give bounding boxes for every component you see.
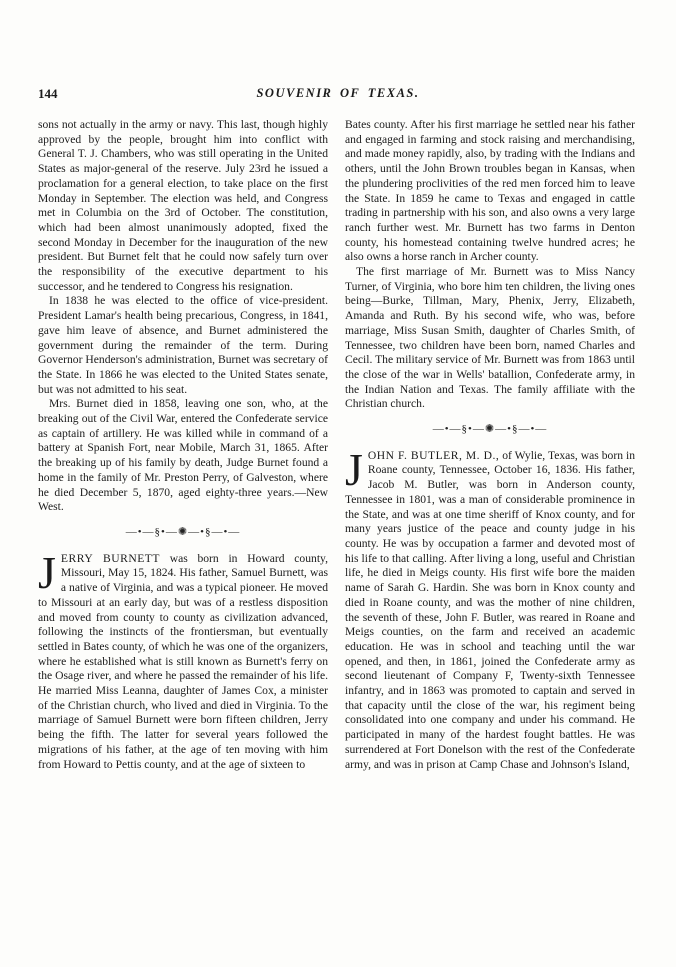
paragraph: In 1838 he was elected to the office of vice-president. President Lamar's health being precarious, Congress, in 1841, gave him leave of absence, and Burnet administered the government during the remainder of the term. During Governor Henderson's administration, Burnet was secretary of the State. In 1866 he was elected to the United States senate, but was not admitted to his seat.	[38, 294, 328, 396]
biography-burnett	[38, 546, 328, 773]
paragraph: The first marriage of Mr. Burnett was to Miss Nancy Turner, of Virginia, who bore him ten children, the living ones being—Burke, Tillman, Mary, Phenix, Jerry, Elizabeth, Amanda and Ruth. By his second wife, who was, before marriage, Miss Susan Smith, daughter of Charles Smith, of Tennessee, two children have been born, named Charles and Cecil. The military service of Mr. Burnett was from 1863 until the close of the war in Wells' batallion, Confederate army, in the Indian Nation and Texas. The family affiliate with the Christian church.	[345, 265, 635, 411]
paragraph: sons not actually in the army or navy. This last, though highly approved by the people, brought him into conflict with General T. J. Chambers, who was still operating in the United States as major-general of the reserve. July 23rd he issued a proclamation for a general election, to take place on the first Monday in September. The election was held, and Congress met in Columbia on the 3rd of October. The constitution, which had been almost unanimously adopted, fixed the second Monday in December for the inauguration of the new president. But Burnet felt that he could now safely turn over the responsibility of the executive department to his successor, and he tendered to Congress his resignation.	[38, 118, 328, 293]
paragraph: Mrs. Burnet died in 1858, leaving one son, who, at the breaking out of the Civil War, entered the Confederate service as captain of artillery. He was killed while in command of a battery at Spanish Fort, near Mobile, March 31, 1865. After the breaking up of his family by death, Judge Burnet found a home in the family of Mr. Preston Perry, of Galveston, where he died December 5, 1870, aged eighty-three years.—New West.	[38, 397, 328, 514]
bio-name: ERRY BURNETT	[60, 551, 160, 565]
section-ornament: —•—§•—✺—•§—•—	[432, 423, 548, 436]
page-number: 144	[38, 86, 58, 101]
biography-butler	[345, 443, 635, 772]
right-column	[345, 118, 635, 772]
section-ornament: —•—§•—✺—•§—•—	[125, 525, 241, 538]
left-column	[38, 118, 328, 772]
drop-cap: J	[345, 443, 363, 495]
drop-cap: J	[38, 546, 56, 598]
paragraph: Bates county. After his first marriage he settled near his father and engaged in farming and stock raising and merchandising, and made money rapidly, also, by trading with the Indians and others, until the John Brown troubles began in Kansas, when the plundering proclivities of the red men forced him to leave the State. In 1859 he came to Texas and engaged in cattle trading in partnership with his son, and also owns a very large ranch further west. Mr. Burnett has two farms in Denton county, his homestead containing twelve hundred acres; he also owns a horse ranch in Archer county.	[345, 118, 635, 264]
running-head: SOUVENIR OF TEXAS.	[256, 86, 420, 100]
bio-text: of Wylie, Texas, was born in Roane county, Tennessee, October 16, 1836. His father, Jacob M. Butler, was born in Anderson county, Tennessee in 1801, was a man of considerable prominence in the State, and was at one time sheriff of Knox county, and for many years justice of the peace and county judge in his county. He was by occupation a farmer and devoted most of his life to that calling. After living a long, useful and Christian life, he died in Meigs county. His first wife bore the maiden name of Sarah G. Hardin. She was born in Knox county and died in Roane county, and was the mother of nine children, the seventh of these, John F. Butler, was reared in Roane and Meigs counties, on the farm and received an academic education. He was in school and teaching until the war opened, and then, in 1861, joined the Confederate army as second lieutenant of Company F, Twenty-sixth Tennessee infantry, and in 1863 was promoted to captain and served in that capacity until the close of the war, his regiment being consolidated into one company and under his command. He participated in many of the hardest fought battles. He was surrendered at Fort Donelson with the rest of the Confederate army, and was in prison at Camp Chase and Johnson's Island,	[345, 448, 635, 771]
bio-text: was born in Howard county, Missouri, May 15, 1824. His father, Samuel Burnett, was a native of Virginia, and was a typical pioneer. He moved to Missouri at an early day, but was of a restless disposition and moved from county to county as civilization advanced, following the instincts of the frontiersman, but eventually settled in Bates county, of which he was one of the organizers, where he established what is still known as Burnett's ferry on the Osage river, and where he passed the remainder of his life. He married Miss Leanna, daughter of James Cox, a minister of the Christian church, who lived and died in Virginia. To the marriage of Samuel Burnett were born fifteen children, Jerry being the fifth. The latter for several years followed the migrations of his father, at the age of ten moving with him from Howard to Pettis county, and at the age of sixteen to	[38, 551, 328, 771]
bio-name: OHN F. BUTLER, M. D.,	[367, 448, 500, 462]
